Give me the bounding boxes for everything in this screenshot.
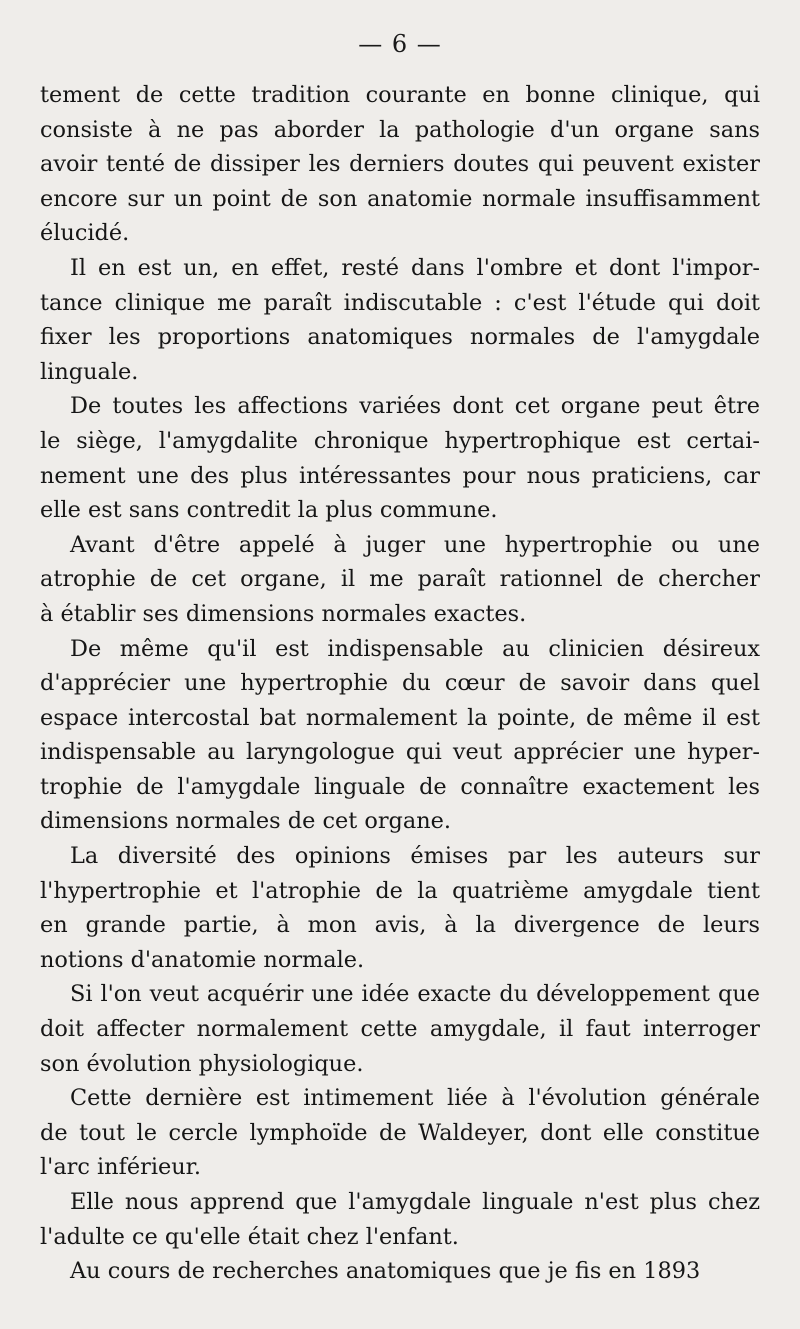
body-text: [40, 78, 760, 1289]
text-line: encore sur un point de son anatomie normale insuffisamment: [40, 185, 760, 212]
text-line: à établir ses dimensions normales exactes.: [40, 600, 527, 627]
text-line: Avant d'être appelé à juger une hypertrophie ou une: [70, 531, 760, 558]
paragraph: [40, 78, 760, 251]
paragraph: [40, 839, 760, 977]
text-line: atrophie de cet organe, il me paraît rationnel de chercher: [40, 566, 760, 593]
text-line: elle est sans contredit la plus commune.: [40, 497, 498, 524]
text-line: espace intercostal bat normalement la pointe, de même il est: [40, 704, 760, 731]
text-line: nement une des plus intéressantes pour nous praticiens, car: [40, 462, 760, 489]
text-line: l'hypertrophie et l'atrophie de la quatrième amygdale tient: [40, 877, 760, 904]
text-line: tement de cette tradition courante en bonne clinique, qui: [40, 82, 760, 108]
text-line: consiste à ne pas aborder la pathologie d'un organe sans: [40, 116, 760, 143]
text-line: Il en est un, en effet, resté dans l'ombre et dont l'impor-: [70, 254, 760, 281]
text-line: en grande partie, à mon avis, à la divergence de leurs: [40, 912, 760, 939]
paragraph: [40, 528, 760, 632]
text-line: Elle nous apprend que l'amygdale linguale n'est plus chez: [70, 1189, 760, 1215]
text-line: avoir tenté de dissiper les derniers doutes qui peuvent exister: [40, 151, 760, 178]
text-line: Cette dernière est intimement liée à l'évolution générale: [70, 1085, 760, 1112]
text-line: tance clinique me paraît indiscutable : c'est l'étude qui doit: [40, 289, 760, 316]
text-line: son évolution physiologique.: [40, 1050, 364, 1077]
text-line: l'arc inférieur.: [40, 1154, 202, 1181]
page-number: — 6 —: [358, 30, 442, 58]
text-line: l'adulte ce qu'elle était chez l'enfant.: [40, 1223, 459, 1250]
paragraph: [40, 1081, 760, 1185]
text-line: élucidé.: [40, 220, 130, 247]
text-line: de tout le cercle lymphoïde de Waldeyer, dont elle constitue: [40, 1119, 760, 1146]
text-line: notions d'anatomie normale.: [40, 946, 365, 973]
text-line: le siège, l'amygdalite chronique hypertrophique est certai-: [40, 427, 760, 454]
text-line: fixer les proportions anatomiques normales de l'amygdale: [40, 324, 760, 351]
text-line: doit affecter normalement cette amygdale, il faut interroger: [40, 1016, 760, 1043]
paragraph: [40, 251, 760, 389]
text-line: dimensions normales de cet organe.: [40, 808, 452, 835]
text-line: Si l'on veut acquérir une idée exacte du développement que: [70, 981, 760, 1008]
text-line: trophie de l'amygdale linguale de connaître exactement les: [40, 773, 760, 800]
paragraph: [40, 1185, 760, 1254]
paragraph: [40, 1254, 760, 1289]
paragraph: [40, 977, 760, 1081]
text-line: De même qu'il est indispensable au clinicien désireux: [70, 635, 760, 662]
text-line: linguale.: [40, 358, 139, 385]
text-line: Au cours de recherches anatomiques que je fis en 1893: [70, 1258, 701, 1285]
text-line: La diversité des opinions émises par les auteurs sur: [70, 843, 760, 870]
paragraph: [40, 389, 760, 527]
text-line: indispensable au laryngologue qui veut apprécier une hyper-: [40, 739, 760, 766]
text-line: De toutes les affections variées dont cet organe peut être: [70, 393, 760, 420]
text-line: d'apprécier une hypertrophie du cœur de savoir dans quel: [40, 670, 760, 697]
paragraph: [40, 632, 760, 840]
